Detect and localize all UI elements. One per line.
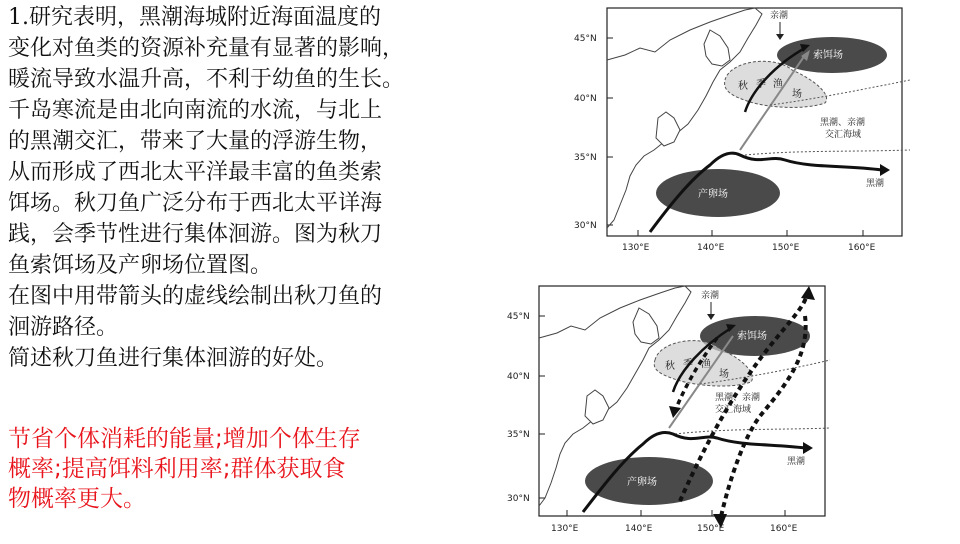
autumn-fishery-char: 场 bbox=[792, 89, 802, 100]
map-figure bbox=[505, 276, 845, 540]
confluence-label: 黑潮、亲潮 bbox=[820, 118, 866, 128]
spawning-ground-label: 产卵场 bbox=[698, 189, 728, 200]
lon-label: 140°E bbox=[697, 243, 725, 253]
autumn-fishery-char: 秋 bbox=[665, 361, 675, 372]
saury-map-answer bbox=[505, 276, 845, 540]
confluence-label: 交汇海域 bbox=[825, 130, 862, 140]
lat-label: 45°N bbox=[574, 34, 597, 44]
lat-label: 35°N bbox=[507, 430, 530, 440]
autumn-fishery-char: 秋 bbox=[738, 81, 748, 92]
question-line: 洄游路径。 bbox=[8, 315, 119, 340]
question-line: 践，会季节性进行集体洄游。图为秋刀 bbox=[8, 222, 383, 247]
oyashio-label: 亲潮 bbox=[701, 291, 720, 301]
lat-label: 35°N bbox=[574, 153, 597, 163]
lat-label: 40°N bbox=[507, 372, 530, 382]
autumn-fishery-char: 渔 bbox=[701, 359, 711, 370]
lat-label: 30°N bbox=[507, 494, 530, 504]
question-line: 变化对鱼类的资源补充量有显著的影响， bbox=[8, 36, 405, 61]
question-line: 1.研究表明，黑潮海城附近海面温度的 bbox=[8, 5, 381, 30]
answer-text bbox=[8, 424, 448, 514]
lon-label: 160°E bbox=[848, 243, 876, 253]
question-line: 饵场。秋刀鱼广泛分布于西北太平详海 bbox=[8, 191, 383, 216]
confluence-label: 交汇海域 bbox=[715, 405, 752, 415]
lon-label: 150°E bbox=[772, 243, 800, 253]
confluence-label: 黑潮、亲潮 bbox=[715, 393, 761, 403]
answer-line: 物概率更大。 bbox=[8, 486, 146, 512]
answer-line: 概率;提高饵料利用率;群体获取食 bbox=[8, 456, 346, 482]
question-line: 在图中用带箭头的虚线绘制出秋刀鱼的 bbox=[8, 284, 383, 309]
map-figure bbox=[570, 0, 930, 268]
lon-label: 130°E bbox=[622, 243, 650, 253]
kuroshio-label: 黑潮 bbox=[787, 457, 806, 467]
question-line: 从而形成了西北太平洋最丰富的鱼类索 bbox=[8, 160, 383, 185]
lon-label: 150°E bbox=[697, 524, 725, 534]
autumn-fishery-char: 季 bbox=[683, 359, 693, 370]
question-text bbox=[8, 2, 508, 374]
question-line: 千岛寒流是由北向南流的水流，与北上 bbox=[8, 98, 383, 123]
spawning-ground-label: 产卵场 bbox=[627, 477, 657, 488]
question-line: 的黑潮交汇，带来了大量的浮游生物， bbox=[8, 129, 383, 154]
question-line: 鱼索饵场及产卵场位置图。 bbox=[8, 253, 273, 278]
question-line: 暖流导致水温升高，不利于幼鱼的生长。 bbox=[8, 67, 405, 92]
oyashio-label: 亲潮 bbox=[770, 11, 789, 21]
saury-map-original bbox=[570, 0, 930, 268]
kuroshio-label: 黑潮 bbox=[866, 179, 885, 189]
lon-label: 130°E bbox=[551, 524, 579, 534]
feeding-ground-label: 索饵场 bbox=[737, 331, 767, 342]
autumn-fishery-char: 场 bbox=[719, 369, 729, 380]
lat-label: 45°N bbox=[507, 312, 530, 322]
answer-line: 节省个体消耗的能量;增加个体生存 bbox=[8, 426, 361, 452]
lat-label: 30°N bbox=[574, 221, 597, 231]
question-line: 简述秋刀鱼进行集体洄游的好处。 bbox=[8, 346, 339, 371]
lon-label: 160°E bbox=[770, 524, 798, 534]
autumn-fishery-char: 渔 bbox=[773, 79, 783, 90]
lat-label: 40°N bbox=[574, 94, 597, 104]
autumn-fishery-char: 季 bbox=[756, 79, 766, 90]
lon-label: 140°E bbox=[625, 524, 653, 534]
feeding-ground-label: 索饵场 bbox=[813, 50, 843, 61]
